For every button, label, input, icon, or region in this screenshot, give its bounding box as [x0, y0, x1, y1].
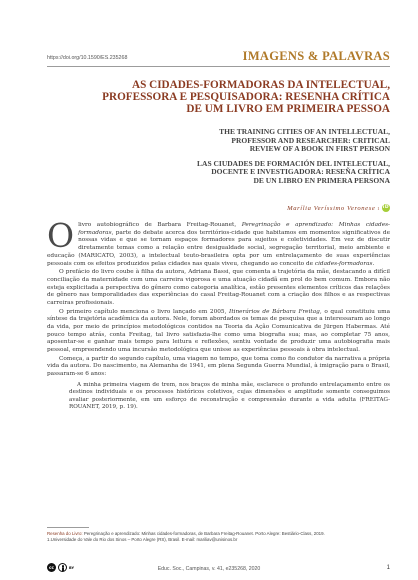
- article-body: [47, 216, 390, 412]
- p3-text-a: O primeiro capítulo menciona o livro lançado em 2005,: [59, 308, 230, 315]
- title-en-line-2: PROFESSOR AND RESEARCHER: CRITICAL: [231, 135, 390, 145]
- cc-icon: cc: [47, 563, 56, 572]
- concept-italic: cidades-formadoras: [314, 260, 373, 267]
- footnote-review-label: Resenha do Livro:: [47, 531, 83, 536]
- author-name: Marília Veríssimo Veronese: [287, 204, 376, 212]
- title-es-line-2: DOCENTE E INVESTIGADORA: RESEÑA CRÍTICA: [211, 167, 390, 177]
- title-es-line-3: DE UN LIBRO EN PRIMERA PERSONA: [253, 175, 390, 185]
- footnote-review: [47, 531, 394, 536]
- title-en-line-1: THE TRAINING CITIES OF AN INTELLECTUAL,: [219, 127, 390, 136]
- title-es: [102, 160, 390, 186]
- footnote-review-text: Peregrinação e aprendizado: Minhas cidades-formadoras, de Barbara Freitag-Rouanet. Porto Alegre: Bestiário-Class, 2019.: [82, 531, 325, 536]
- title-en: [102, 128, 390, 154]
- cc-by-label: BY: [69, 565, 75, 570]
- book-title-italic: Peregrinação e aprendizado: Minhas cidades-formadoras: [78, 222, 390, 236]
- title-pt-line-2: PROFESSORA E PESQUISADORA: RESENHA CRÍTICA: [102, 91, 390, 103]
- footnote-rule: [47, 527, 89, 528]
- title-pt-line-3: DE UM LIVRO EM PRIMEIRA PESSOA: [186, 103, 390, 115]
- title-es-line-1: LAS CIUDADES DE FORMACIÓN DEL INTELECTUAL,: [197, 158, 390, 168]
- paragraph-2: O prefácio do livro coube à filha da autora, Adriana Bassi, que comenta a trajetória da mãe, destacando a difícil conciliação da maternidade com uma carreira vigorosa e uma atuação cidadã em prol do bem comum. Embora não esteja explicitada a perspectiva do gênero como categoria analítica, estão presentes elementos críticos das relações de gênero nas temporalidades das experiências do casal Freitag-Rouanet com a criação dos filhos e as respectivas carreiras profissionais.: [47, 269, 390, 306]
- author-footnote-marker: 1: [377, 205, 380, 211]
- title-en-line-3: REVIEW OF A BOOK IN FIRST PERSON: [249, 144, 390, 154]
- author-line: [287, 204, 390, 212]
- article-titles: [102, 79, 390, 186]
- paragraph-4: Começa, a partir do segundo capítulo, uma viagem no tempo, que toma como fio condutor da narrativa a própria vida da autora. Do nascimento, na Alemanha de 1941, em plena Segunda Guerra Mundial, à imigração para o Brasil, passaram-se 6 anos:: [47, 355, 390, 378]
- journal-citation: Educ. Soc., Campinas, v. 41, e235268, 2020: [157, 566, 261, 572]
- p1-text-b: , parte do debate acerca dos territórios-cidade que habitamos em momentos significativos de nossas vidas e que se tornam espaços formadores para sujeitos e coletividades. Em vez de discutir diretamente temas como a relação entre desigualdade social, segregação territorial, meio ambiente e educação (MARICATO, 2003), a intelectual teuto-brasileira opta por um entrelaçamento de suas experiências pessoais com os efeitos produzidos pelas cidades nas quais viveu, chegando ao conceito de: [47, 229, 390, 267]
- section-label: IMAGENS & PALAVRAS: [242, 49, 390, 63]
- page-number: 1: [386, 565, 390, 571]
- footnote-affiliation: 1.Universidade do Vale do Rio dos Sinos – Porto Alegre (RS), Brasil. E-mail: mariliav@unisinos.br: [47, 537, 238, 542]
- orcid-icon[interactable]: iD: [382, 205, 390, 210]
- block-quote: A minha primeira viagem de trem, nos braços de minha mãe, esclarece o profundo entrelaçamento entre os destinos individuais e os processos históricos coletivos, cujas dimensões e amplitude somente conseguimos avaliar posteriormente, em um esforço de reconstrução e compreensão durante a vida adulta (FREITAG-ROUANET, 2019, p. 19).: [69, 381, 390, 411]
- doi-link[interactable]: https://doi.org/10.1590/ES.235268: [47, 55, 128, 61]
- p1-text-a: livro autobiográfico de Barbara Freitag-Rouanet,: [78, 222, 242, 228]
- drop-cap: O: [47, 216, 75, 255]
- p1-text-c: .: [372, 260, 375, 267]
- p3-text-b: , o qual constituiu uma síntese da trajetória acadêmica da autora. Nele, foram abordados os temas de pesquisa que a interessaram ao longo da vida, por meio de princípios metodológicos contidos na Teoria da Ação Comunicativa de Jürgen Habermas. Até pouco tempo atrás, conta Freitag, tal livro satisfazia-lhe como uma biografia sua; mas, ao completar 75 anos, aposentar-se e ganhar mais tempo para leitura e reflexões, sentiu vontade de produzir uma autobiografia mais pessoal, empreendendo uma incursão metodológica que unisse as experiências pessoais à obra intelectual.: [47, 308, 390, 354]
- header-rule: [47, 66, 390, 67]
- title-pt-line-1: AS CIDADES-FORMADORAS DA INTELECTUAL,: [132, 79, 390, 91]
- paragraph-3: [47, 309, 390, 355]
- paragraph-1: [47, 216, 390, 268]
- itinerarios-italic: Itinerários de Bárbara Freitag: [229, 308, 320, 315]
